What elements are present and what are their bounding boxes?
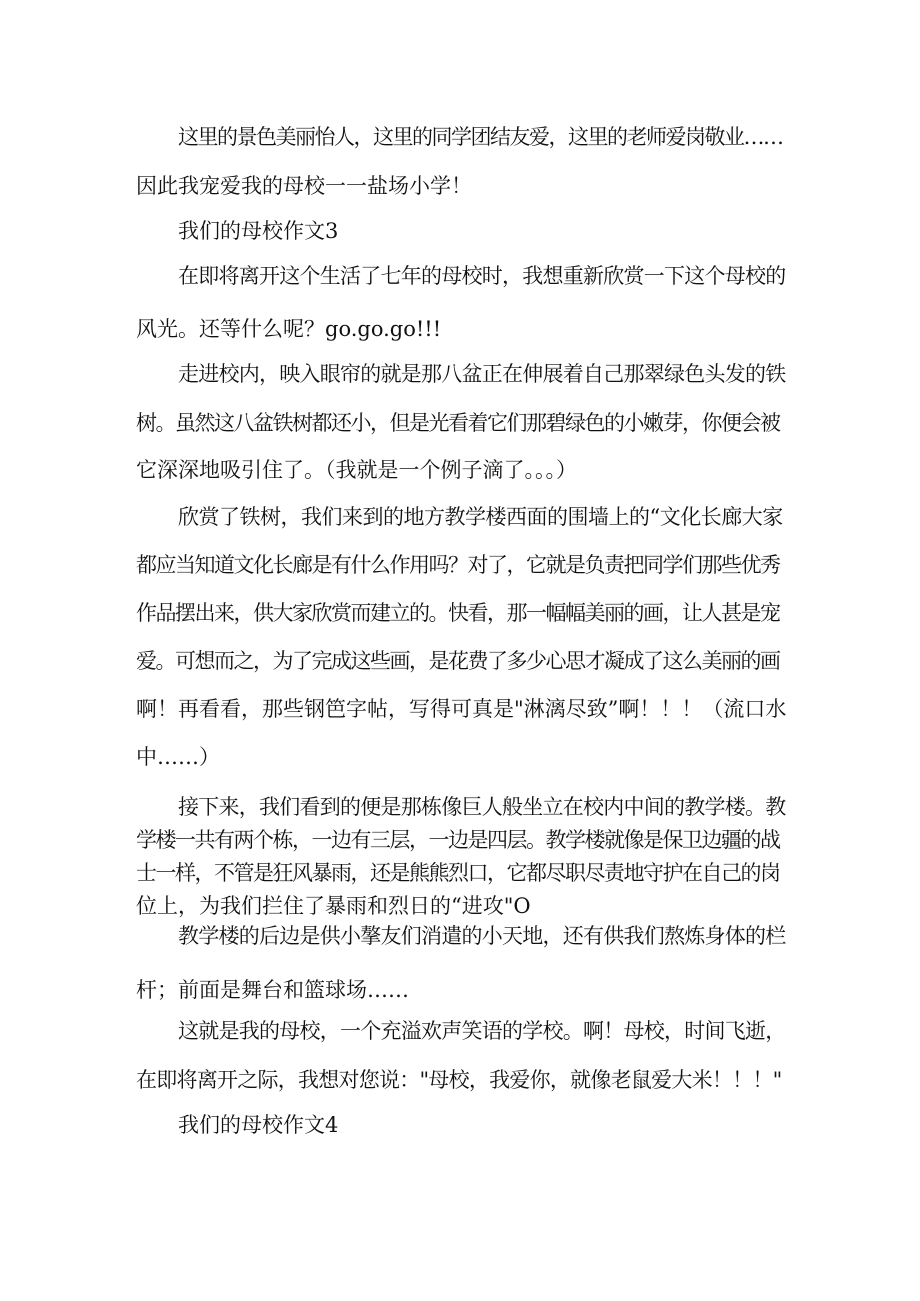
- text-line: 在即将离开这个生活了七年的母校时，我想重新欣赏一下这个母校的: [178, 264, 786, 288]
- text-line: 位上，为我们拦住了暴雨和烈日的“进攻"O: [136, 894, 531, 918]
- text-line: 中……）: [136, 745, 220, 769]
- text-line: 走进校内，映入眼帘的就是那八盆正在伸展着自己那翠绿色头发的铁: [178, 362, 786, 386]
- text-line: 杆；前面是舞台和篮球场……: [136, 978, 409, 1002]
- paragraph-3: [136, 364, 786, 481]
- text-line: 欣赏了铁树，我们来到的地方教学楼西面的围墙上的“文化长廊大家: [178, 505, 783, 529]
- text-line: 这就是我的母校，一个充溢欢声笑语的学校。啊！母校，时间飞逝，: [178, 1019, 786, 1043]
- text-line: 啊！再看看，那些钢笆字帖，写得可真是"淋漓尽致”啊！！！（流口水: [136, 697, 787, 721]
- paragraph-4: [136, 507, 786, 768]
- text-line: 教学楼的后边是供小摮友们消遣的小天地，还有供我们熬炼身体的栏: [178, 924, 786, 948]
- text-line: 因此我宠爱我的母校一一盐场小学！: [136, 174, 472, 198]
- text-line: 爱。可想而之，为了完成这些画，是花费了多少心思才凝成了这么美丽的画: [136, 649, 780, 673]
- text-line: 作品摆出来，供大家欣赏而建立的。快看，那一幅幅美丽的画，让人甚是宠: [136, 601, 780, 625]
- paragraph-7: [136, 1021, 786, 1091]
- paragraph-6: [136, 926, 786, 1001]
- text-line: 接下来，我们看到的便是那栋像巨人般坐立在校内中间的教学楼。教: [178, 795, 786, 819]
- text-line: 风光。还等什么呢？go.go.go!!!: [136, 317, 442, 341]
- paragraph-5: [136, 797, 786, 917]
- essay-heading-3: 我们的母校作文3: [178, 219, 339, 243]
- text-line: 士一样，不管是狂风暴雨，还是熊熊烈口，它都尽职尽责地守护在自己的岗: [136, 861, 780, 885]
- text-line: 都应当知道文化长廊是有什么作用吗？对了，它就是负责把同学们那些优秀: [136, 553, 780, 577]
- text-line: 它深深地吸引住了。（我就是一个例子滴了。。。）: [136, 458, 577, 482]
- paragraph-1: [136, 127, 786, 197]
- text-line: 树。虽然这八盆铁树都还小，但是光看着它们那碧绿色的小嫩芽，你便会被: [136, 411, 780, 435]
- paragraph-2: [136, 266, 786, 340]
- essay-heading-4: 我们的母校作文4: [178, 1113, 339, 1137]
- text-line: 学楼一共有两个栋，一边有三层，一边是四层。教学楼就像是保卫边疆的战: [136, 828, 780, 852]
- text-line: 在即将离开之际，我想对您说："母校，我爱你，就像老鼠爱大米！！！": [136, 1068, 782, 1092]
- text-line: 这里的景色美丽怡人，这里的同学团结友爱，这里的老师爱岗敬业……: [178, 125, 783, 149]
